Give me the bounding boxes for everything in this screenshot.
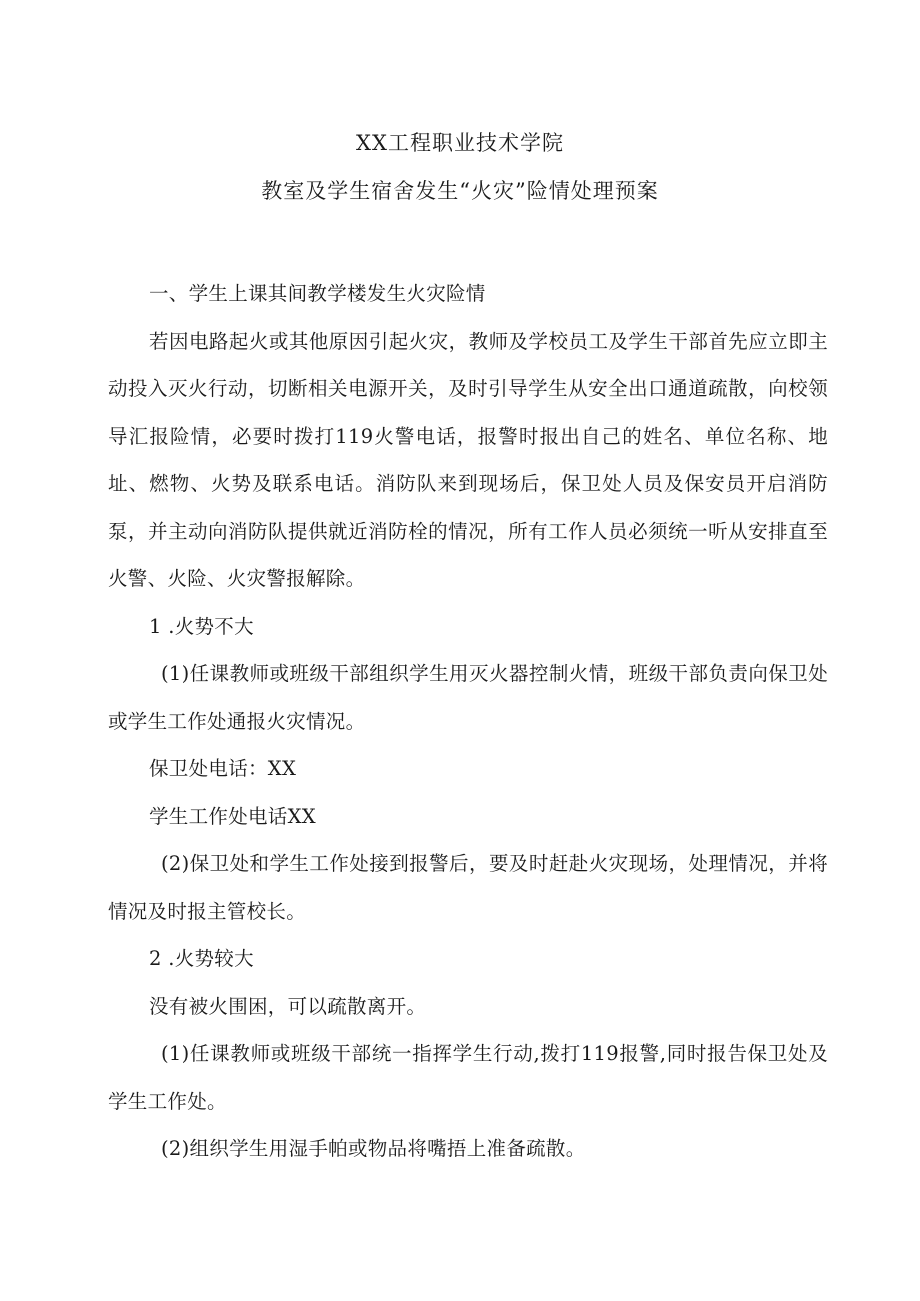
item1-step1-paragraph: (1)任课教师或班级干部组织学生用灭火器控制火情，班级干部负责向保卫处或学生工作处通报火灾情况。 bbox=[108, 662, 828, 733]
student-affairs-phone-line: 学生工作处电话XX bbox=[149, 804, 316, 828]
item1-heading: 1 .火势不大 bbox=[149, 614, 254, 638]
item2-heading: 2 .火势较大 bbox=[149, 947, 254, 970]
item1-step2-paragraph: (2)保卫处和学生工作处接到报警后，要及时赶赴火灾现场，处理情况，并将情况及时报主管校长。 bbox=[108, 852, 828, 923]
document-title-institution: XX工程职业技术学院 bbox=[356, 131, 564, 155]
security-phone-line: 保卫处电话：XX bbox=[149, 757, 297, 780]
section-heading: 一、学生上课其间教学楼发生火灾险情 bbox=[149, 282, 486, 305]
document-body bbox=[108, 270, 828, 1173]
item2-step2-paragraph: (2)组织学生用湿手帕或物品将嘴捂上准备疏散。 bbox=[161, 1137, 586, 1160]
intro-paragraph: 若因电路起火或其他原因引起火灾，教师及学校员工及学生干部首先应立即主动投入灭火行动，切断相关电源开关，及时引导学生从安全出口通道疏散，向校领导汇报险情，必要时拨打119火警电话，报警时报出自己的姓名、单位名称、地址、燃物、火势及联系电话。消防队来到现场后，保卫处人员及保安员开启消防泵，并主动向消防队提供就近消防栓的情况，所有工作人员必须统一听从安排直至火警、火险、火灾警报解除。 bbox=[108, 329, 828, 590]
document-title-plan: 教室及学生宿舍发生“火灾”险情处理预案 bbox=[261, 179, 659, 203]
item2-note: 没有被火围困，可以疏散离开。 bbox=[149, 994, 427, 1018]
item2-step1-paragraph: (1)任课教师或班级干部统一指挥学生行动,拨打119报警,同时报告保卫处及学生工作处。 bbox=[108, 1042, 828, 1113]
